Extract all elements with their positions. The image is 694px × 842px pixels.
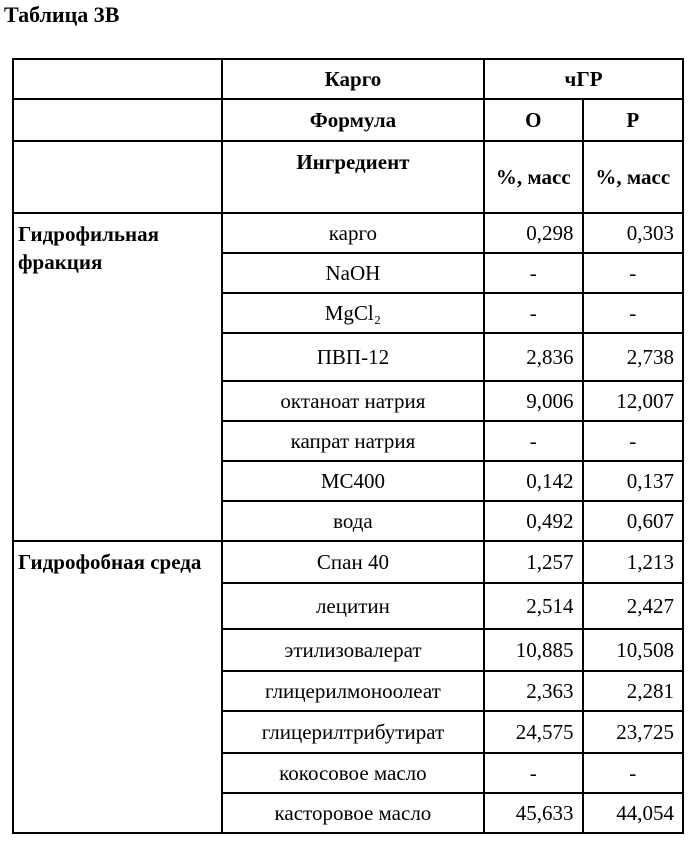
- ingredient-cell: глицерилтрибутират: [222, 711, 484, 753]
- empty-cell: [13, 59, 222, 99]
- ingredient-cell: МС400: [222, 461, 484, 501]
- value-p-cell: 0,607: [583, 501, 683, 541]
- ingredient-cell: NaOH: [222, 253, 484, 293]
- ingredient-cell: октаноат натрия: [222, 381, 484, 421]
- ingredient-label: Ингредиент: [222, 141, 484, 213]
- value-o-cell: -: [484, 253, 583, 293]
- value-o-cell: 2,836: [484, 333, 583, 381]
- value-p-cell: -: [583, 753, 683, 793]
- value-o-cell: 10,885: [484, 629, 583, 671]
- value-o-cell: 0,492: [484, 501, 583, 541]
- table-title: Таблица 3В: [4, 2, 119, 28]
- header-row-cargo: [13, 59, 683, 99]
- ingredient-cell: MgCl₂: [222, 293, 484, 333]
- value-o-cell: 24,575: [484, 711, 583, 753]
- unit-p: %, масс: [583, 141, 683, 213]
- ingredient-cell: касторовое масло: [222, 793, 484, 833]
- value-o-cell: 45,633: [484, 793, 583, 833]
- ingredient-cell: ПВП-12: [222, 333, 484, 381]
- value-p-cell: 2,738: [583, 333, 683, 381]
- value-p-cell: -: [583, 253, 683, 293]
- ingredient-cell: глицерилмоноолеат: [222, 671, 484, 711]
- value-p-cell: 2,427: [583, 583, 683, 629]
- value-p-cell: 44,054: [583, 793, 683, 833]
- ingredient-cell: Спан 40: [222, 541, 484, 583]
- value-o-cell: 1,257: [484, 541, 583, 583]
- ingredient-cell: капрат натрия: [222, 421, 484, 461]
- table-row: [13, 213, 683, 253]
- ingredient-cell: карго: [222, 213, 484, 253]
- empty-cell: [13, 141, 222, 213]
- value-p-cell: -: [583, 421, 683, 461]
- section-label: Гидрофобная среда: [13, 541, 222, 833]
- formula-o: О: [484, 99, 583, 141]
- value-o-cell: -: [484, 293, 583, 333]
- header-row-formula: [13, 99, 683, 141]
- ingredient-cell: вода: [222, 501, 484, 541]
- value-o-cell: 0,298: [484, 213, 583, 253]
- value-p-cell: 10,508: [583, 629, 683, 671]
- value-p-cell: 1,213: [583, 541, 683, 583]
- value-o-cell: 2,363: [484, 671, 583, 711]
- value-o-cell: 2,514: [484, 583, 583, 629]
- value-p-cell: 0,137: [583, 461, 683, 501]
- header-row-ingredient: [13, 141, 683, 213]
- value-o-cell: -: [484, 753, 583, 793]
- empty-cell: [13, 99, 222, 141]
- value-o-cell: 0,142: [484, 461, 583, 501]
- value-p-cell: 2,281: [583, 671, 683, 711]
- ingredient-cell: этилизовалерат: [222, 629, 484, 671]
- section-label: Гидрофильная фракция: [13, 213, 222, 541]
- cargo-value: чГР: [484, 59, 683, 99]
- value-p-cell: -: [583, 293, 683, 333]
- cargo-label: Карго: [222, 59, 484, 99]
- value-p-cell: 12,007: [583, 381, 683, 421]
- formula-p: Р: [583, 99, 683, 141]
- formulation-table: [12, 58, 684, 834]
- value-p-cell: 23,725: [583, 711, 683, 753]
- ingredient-cell: кокосовое масло: [222, 753, 484, 793]
- table-row: [13, 541, 683, 583]
- value-o-cell: 9,006: [484, 381, 583, 421]
- value-p-cell: 0,303: [583, 213, 683, 253]
- ingredient-cell: лецитин: [222, 583, 484, 629]
- value-o-cell: -: [484, 421, 583, 461]
- unit-o: %, масс: [484, 141, 583, 213]
- formula-label: Формула: [222, 99, 484, 141]
